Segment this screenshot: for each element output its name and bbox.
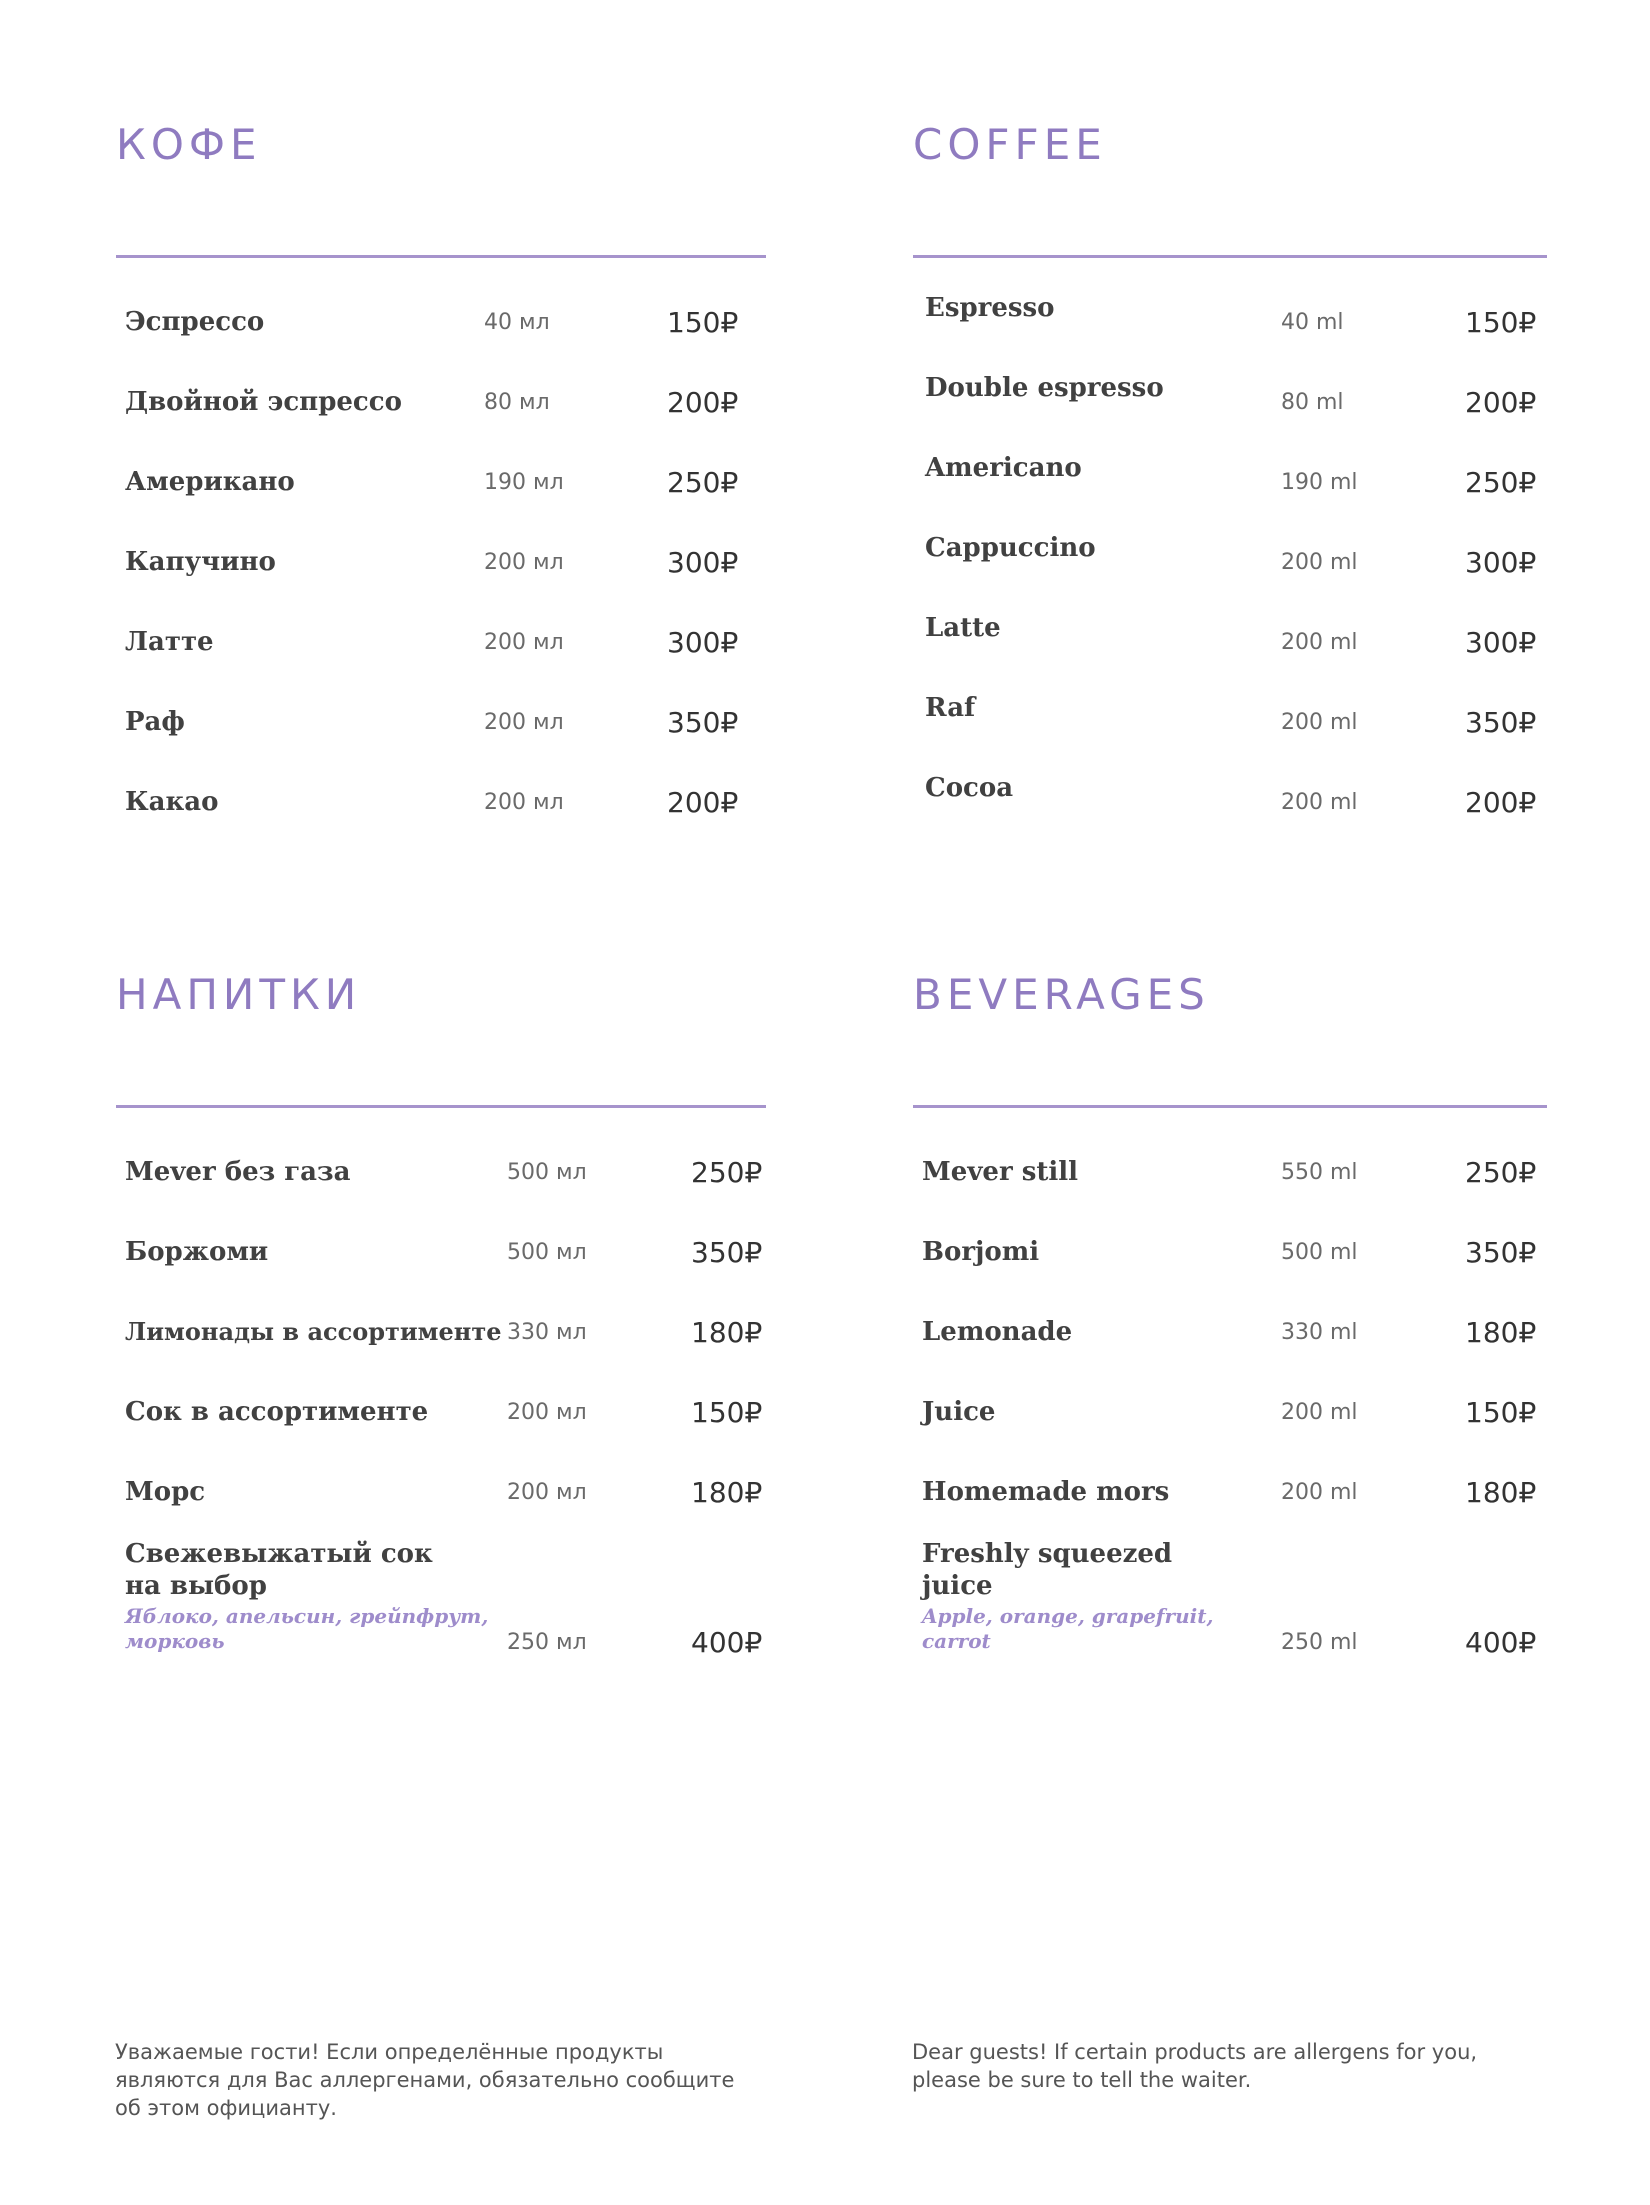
menu-item-price: 250₽ <box>1465 1156 1537 1189</box>
menu-item-price: 200₽ <box>667 386 739 419</box>
menu-item-price: 200₽ <box>667 786 739 819</box>
menu-item-price: 300₽ <box>1465 626 1537 659</box>
menu-item-name: Капучино <box>125 547 276 577</box>
menu-item-name: Американо <box>125 467 295 497</box>
menu-item-name: Mever без газа <box>125 1157 351 1187</box>
menu-item-name: Raf <box>925 693 976 723</box>
menu-item-volume: 80 мл <box>484 390 550 415</box>
menu-item-volume: 200 мл <box>507 1480 587 1505</box>
menu-item-volume: 500 мл <box>507 1240 587 1265</box>
menu-item-volume: 330 ml <box>1281 1320 1358 1345</box>
menu-item-price: 200₽ <box>1465 786 1537 819</box>
fresh-juice-desc-line1: Apple, orange, grapefruit, <box>922 1604 1214 1628</box>
menu-item-name: Раф <box>125 707 185 737</box>
menu-item-volume: 200 ml <box>1281 1480 1358 1505</box>
coffee-ru-section <box>116 120 766 840</box>
menu-item-volume: 200 мл <box>507 1400 587 1425</box>
menu-item-price: 150₽ <box>667 306 739 339</box>
menu-item-price: 250₽ <box>667 466 739 499</box>
menu-item-name: Двойной эспрессо <box>125 387 402 417</box>
allergen-note-ru-line3: об этом официанту. <box>115 2096 337 2120</box>
fresh-juice-desc-line2: морковь <box>125 1629 225 1653</box>
menu-item-volume: 200 ml <box>1281 790 1358 815</box>
menu-item-price: 300₽ <box>667 626 739 659</box>
menu-item-volume: 190 мл <box>484 470 564 495</box>
menu-item-price: 350₽ <box>667 706 739 739</box>
menu-item-price: 180₽ <box>691 1316 763 1349</box>
allergen-note-en-line2: please be sure to tell the waiter. <box>912 2068 1252 2092</box>
menu-item-name: Borjomi <box>922 1237 1040 1267</box>
menu-item-volume: 200 ml <box>1281 630 1358 655</box>
allergen-note-en <box>912 2038 1612 2094</box>
menu-item-price: 350₽ <box>691 1236 763 1269</box>
menu-item-price: 400₽ <box>691 1626 763 1659</box>
menu-item-volume: 200 мл <box>484 710 564 735</box>
menu-item-price: 200₽ <box>1465 386 1537 419</box>
menu-item-name: Cocoa <box>925 773 1014 803</box>
section-divider <box>913 255 1547 258</box>
allergen-note-ru-line1: Уважаемые гости! Если определённые продукты <box>115 2040 664 2064</box>
menu-item-volume: 200 ml <box>1281 1400 1358 1425</box>
section-title-coffee-ru: КОФЕ <box>116 120 262 169</box>
menu-item-price: 180₽ <box>691 1476 763 1509</box>
menu-item-volume: 190 ml <box>1281 470 1358 495</box>
fresh-juice-name-line1: Свежевыжатый сок <box>125 1539 433 1569</box>
fresh-juice-name-line2: на выбор <box>125 1571 267 1601</box>
menu-item-name: Homemade mors <box>922 1477 1170 1507</box>
menu-item-volume: 200 мл <box>484 550 564 575</box>
menu-item-price: 250₽ <box>1465 466 1537 499</box>
menu-item-volume: 80 ml <box>1281 390 1344 415</box>
menu-item-name: Латте <box>125 627 214 657</box>
fresh-juice-desc-line1: Яблоко, апельсин, грейпфрут, <box>125 1604 489 1628</box>
menu-item-volume: 200 мл <box>484 630 564 655</box>
menu-item-name: Juice <box>922 1397 996 1427</box>
menu-item-name: Сок в ассортименте <box>125 1397 429 1427</box>
menu-item-volume: 500 мл <box>507 1160 587 1185</box>
allergen-note-en-line1: Dear guests! If certain products are allergens for you, <box>912 2040 1478 2064</box>
allergen-note-ru <box>115 2038 815 2122</box>
section-title-beverages-ru: НАПИТКИ <box>116 970 362 1019</box>
menu-item-name: Cappuccino <box>925 533 1096 563</box>
beverages-ru-section <box>116 970 776 1670</box>
menu-item-volume: 200 мл <box>484 790 564 815</box>
fresh-juice-desc-line2: carrot <box>922 1629 991 1653</box>
menu-item-volume: 550 ml <box>1281 1160 1358 1185</box>
menu-item-price: 150₽ <box>1465 1396 1537 1429</box>
menu-item-volume: 330 мл <box>507 1320 587 1345</box>
menu-item-price: 300₽ <box>667 546 739 579</box>
menu-item-volume: 500 ml <box>1281 1240 1358 1265</box>
menu-item-name: Эспрессо <box>125 307 265 337</box>
menu-item-price: 300₽ <box>1465 546 1537 579</box>
menu-item-price: 350₽ <box>1465 1236 1537 1269</box>
section-divider <box>116 1105 766 1108</box>
fresh-juice-name-line2: juice <box>922 1571 993 1601</box>
menu-item-price: 180₽ <box>1465 1476 1537 1509</box>
menu-item-price: 400₽ <box>1465 1626 1537 1659</box>
menu-item-name: Lemonade <box>922 1317 1073 1347</box>
menu-item-price: 150₽ <box>1465 306 1537 339</box>
menu-item-volume: 200 ml <box>1281 710 1358 735</box>
beverages-en-section <box>913 970 1547 1670</box>
menu-item-volume: 250 ml <box>1281 1630 1358 1655</box>
menu-item-volume: 250 мл <box>507 1630 587 1655</box>
section-title-beverages-en: BEVERAGES <box>913 970 1210 1019</box>
menu-item-volume: 40 мл <box>484 310 550 335</box>
menu-item-name: Double espresso <box>925 373 1164 403</box>
menu-item-name: Морс <box>125 1477 206 1507</box>
menu-item-price: 250₽ <box>691 1156 763 1189</box>
section-divider <box>913 1105 1547 1108</box>
menu-item-name: Americano <box>925 453 1082 483</box>
menu-item-name: Какао <box>125 787 219 817</box>
menu-item-name: Боржоми <box>125 1237 269 1267</box>
allergen-note-ru-line2: являются для Вас аллергенами, обязательно сообщите <box>115 2068 735 2092</box>
menu-item-volume: 200 ml <box>1281 550 1358 575</box>
menu-item-name: Mever still <box>922 1157 1078 1187</box>
coffee-en-section <box>913 120 1547 840</box>
menu-item-price: 180₽ <box>1465 1316 1537 1349</box>
section-title-coffee-en: COFFEE <box>913 120 1107 169</box>
section-divider <box>116 255 766 258</box>
menu-item-name: Лимонады в ассортименте <box>125 1317 502 1346</box>
fresh-juice-name-line1: Freshly squeezed <box>922 1539 1173 1569</box>
menu-item-name: Latte <box>925 613 1001 643</box>
menu-item-price: 350₽ <box>1465 706 1537 739</box>
menu-item-name: Espresso <box>925 293 1055 323</box>
menu-item-price: 150₽ <box>691 1396 763 1429</box>
menu-item-volume: 40 ml <box>1281 310 1344 335</box>
